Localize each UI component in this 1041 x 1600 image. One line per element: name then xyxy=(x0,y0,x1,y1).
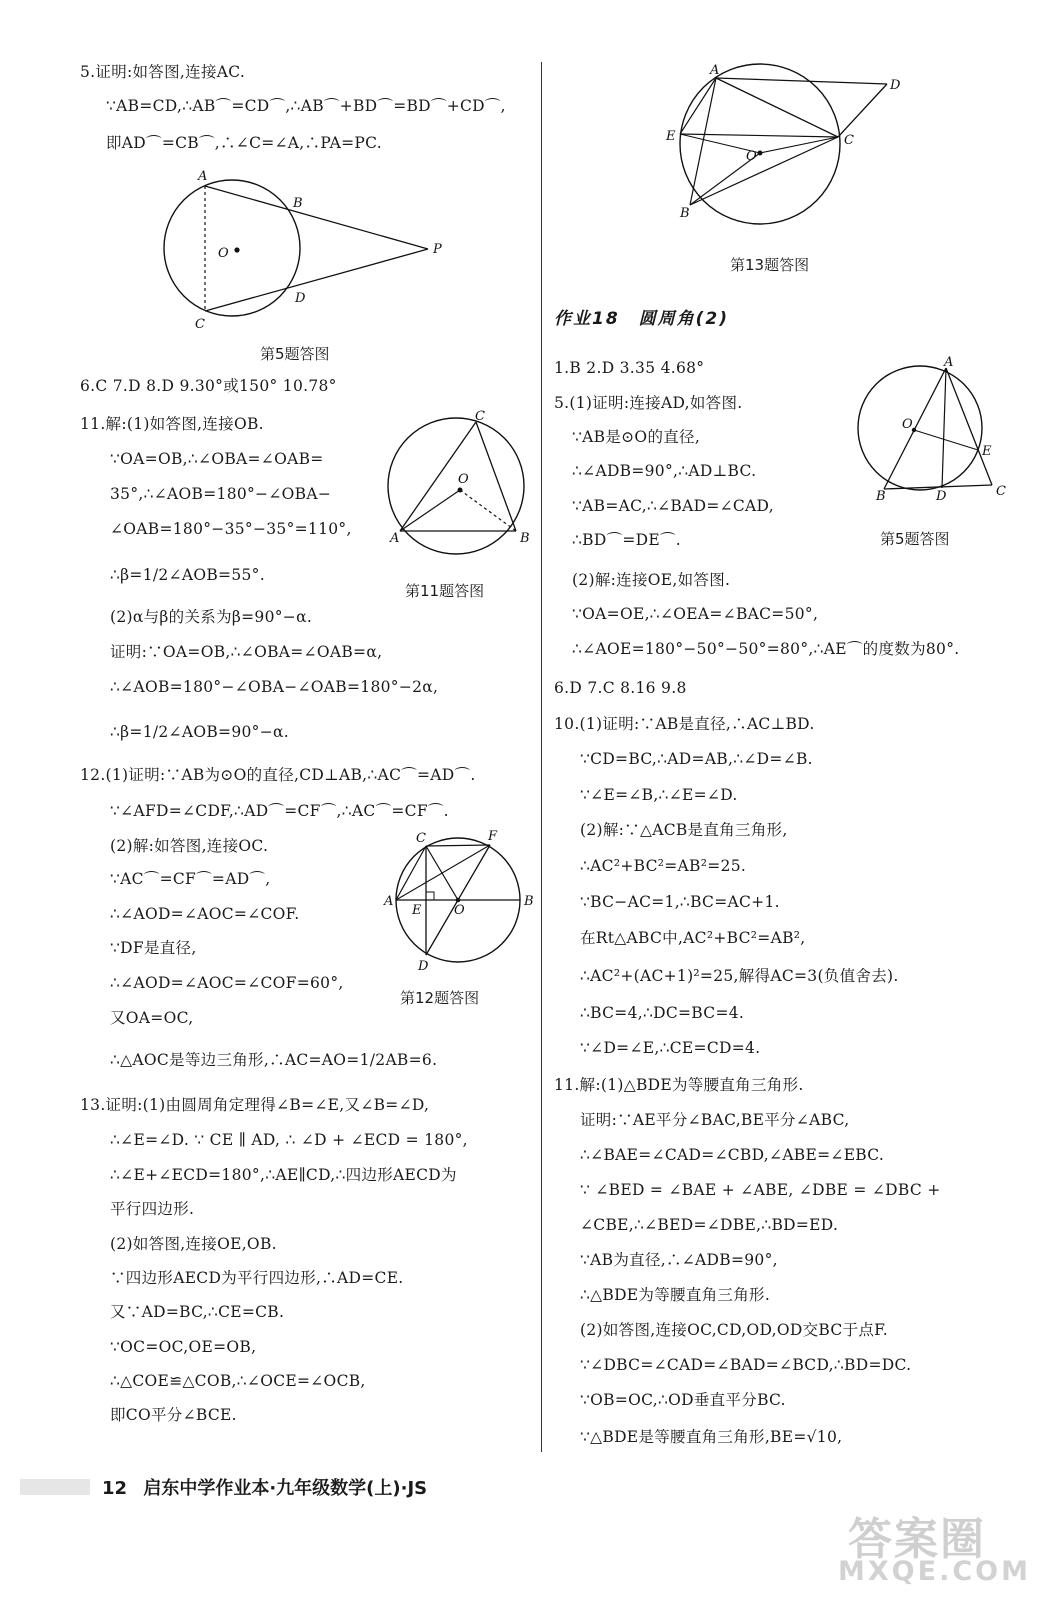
text-line: ∠CBE,∴∠BED=∠DBE,∴BD=ED. xyxy=(580,1216,839,1234)
book-title: 启东中学作业本·九年级数学(上)·JS xyxy=(143,1478,428,1499)
fig13-label-e: E xyxy=(666,129,676,144)
watermark-url: MXQE.COM xyxy=(838,1556,1031,1587)
fig5r-label-c: C xyxy=(996,484,1006,499)
text-line: ∴β=1/2∠AOB=55°. xyxy=(110,566,265,584)
text-line: ∴△COE≌△COB,∴∠OCE=∠OCB, xyxy=(110,1372,366,1390)
text-line: ∴AC²+(AC+1)²=25,解得AC=3(负值舍去). xyxy=(580,967,899,985)
figure-caption: 第12题答图 xyxy=(400,989,480,1007)
fig13-label-a: A xyxy=(710,63,720,78)
text-line: ∵∠AFD=∠CDF,∴AD⌒=CF⌒,∴AC⌒=CF⌒. xyxy=(110,802,449,820)
text-line: (2)α与β的关系为β=90°−α. xyxy=(110,608,313,626)
text-line: 证明:∵OA=OB,∴∠OBA=∠OAB=α, xyxy=(110,643,383,661)
figure-caption: 第5题答图 xyxy=(260,345,330,363)
figure-11 xyxy=(380,410,540,560)
text-line: 11.解:(1)△BDE为等腰直角三角形. xyxy=(554,1076,804,1094)
text-line: ∵AB=AC,∴∠BAD=∠CAD, xyxy=(572,497,774,515)
text-line: 在Rt△ABC中,AC²+BC²=AB², xyxy=(580,929,806,947)
fig11-label-o: O xyxy=(458,472,469,487)
text-line: 10.(1)证明:∵AB是直径,∴AC⊥BD. xyxy=(554,715,815,733)
text-line: (2)解:如答图,连接OC. xyxy=(110,837,269,855)
text-line: ∴∠ADB=90°,∴AD⊥BC. xyxy=(572,462,757,480)
text-line: ∵OA=OE,∴∠OEA=∠BAC=50°, xyxy=(572,605,819,623)
text-line: 即CO平分∠BCE. xyxy=(110,1406,237,1424)
text-line: 又∵AD=BC,∴CE=CB. xyxy=(110,1303,285,1321)
fig12-label-f: F xyxy=(488,829,498,844)
text-line: ∵OB=OC,∴OD垂直平分BC. xyxy=(580,1391,786,1409)
text-line: ∴∠AOD=∠AOC=∠COF=60°, xyxy=(110,974,344,992)
fig11-label-a: A xyxy=(390,531,400,546)
text-line: ∵DF是直径, xyxy=(110,939,197,957)
text-line: 13.证明:(1)由圆周角定理得∠B=∠E,又∠B=∠D, xyxy=(80,1096,430,1114)
text-line: 1.B 2.D 3.35 4.68° xyxy=(554,359,705,377)
text-line: 平行四边形. xyxy=(110,1200,195,1218)
text-line: ∵OA=OB,∴∠OBA=∠OAB= xyxy=(110,450,324,468)
text-line: ∴△AOC是等边三角形,∴AC=AO=1/2AB=6. xyxy=(110,1051,438,1069)
watermark-logo: 答案圈 xyxy=(848,1514,986,1565)
fig5-label-b: B xyxy=(293,196,303,211)
figure-5-right xyxy=(850,355,1020,504)
text-line: ∵ ∠BED = ∠BAE + ∠ABE, ∠DBE = ∠DBC + xyxy=(580,1181,941,1199)
fig5-label-o: O xyxy=(218,246,229,261)
figure-caption: 第13题答图 xyxy=(730,256,810,274)
text-line: ∴∠E=∠D. ∵ CE ∥ AD, ∴ ∠D + ∠ECD = 180°, xyxy=(110,1131,468,1149)
footer-decoration xyxy=(20,1479,90,1495)
text-line: ∵AB为直径,∴∠ADB=90°, xyxy=(580,1251,778,1269)
figure-caption: 第11题答图 xyxy=(405,582,485,600)
text-line: (2)如答图,连接OC,CD,OD,OD交BC于点F. xyxy=(580,1321,889,1339)
text-line: ∴∠AOD=∠AOC=∠COF. xyxy=(110,905,300,923)
fig13-label-b: B xyxy=(680,206,690,221)
fig12-label-c: C xyxy=(416,831,426,846)
text-line: 证明:∵AE平分∠BAC,BE平分∠ABC, xyxy=(580,1111,850,1129)
text-line: ∠OAB=180°−35°−35°=110°, xyxy=(110,520,352,538)
text-line: 11.解:(1)如答图,连接OB. xyxy=(80,415,264,433)
text-line: ∴∠E+∠ECD=180°,∴AE∥CD,∴四边形AECD为 xyxy=(110,1166,457,1184)
figure-12 xyxy=(378,830,538,980)
text-line: 6.D 7.C 8.16 9.8 xyxy=(554,679,687,697)
text-line: (2)解:∵△ACB是直角三角形, xyxy=(580,821,788,839)
fig5-label-c: C xyxy=(195,317,205,332)
page-footer xyxy=(102,1474,427,1500)
fig5-label-p: P xyxy=(433,242,442,257)
text-line: 35°,∴∠AOB=180°−∠OBA− xyxy=(110,485,332,503)
text-line: ∵∠DBC=∠CAD=∠BAD=∠BCD,∴BD=DC. xyxy=(580,1356,912,1374)
fig13-label-d: D xyxy=(890,78,901,93)
text-line: ∵AC⌒=CF⌒=AD⌒, xyxy=(110,870,271,888)
text-line: ∵AB是⊙O的直径, xyxy=(572,428,701,446)
text-line: 6.C 7.D 8.D 9.30°或150° 10.78° xyxy=(80,377,337,395)
fig13-label-c: C xyxy=(844,133,854,148)
left-column xyxy=(0,0,540,1475)
text-line: ∴β=1/2∠AOB=90°−α. xyxy=(110,723,289,741)
text-line: 即AD⌒=CB⌒,∴∠C=∠A,∴PA=PC. xyxy=(106,134,382,152)
section-title: 作业18 圆周角(2) xyxy=(554,309,730,329)
fig5-label-a: A xyxy=(198,169,208,184)
text-line: ∵CD=BC,∴AD=AB,∴∠D=∠B. xyxy=(580,750,813,768)
right-column xyxy=(540,0,1041,1475)
text-line: ∴∠AOB=180°−∠OBA−∠OAB=180°−2α, xyxy=(110,678,439,696)
fig5r-label-a: A xyxy=(944,355,954,370)
fig5-label-d: D xyxy=(295,291,306,306)
text-line: ∴△BDE为等腰直角三角形. xyxy=(580,1286,771,1304)
text-line: ∵∠E=∠B,∴∠E=∠D. xyxy=(580,786,738,804)
text-line: ∴BD⌒=DE⌒. xyxy=(572,531,682,549)
fig12-label-b: B xyxy=(524,894,534,909)
fig12-label-e: E xyxy=(412,903,422,918)
text-line: ∴∠AOE=180°−50°−50°=80°,∴AE⌒的度数为80°. xyxy=(572,640,960,658)
fig11-label-b: B xyxy=(520,531,530,546)
text-line: 5.(1)证明:连接AD,如答图. xyxy=(554,394,743,412)
text-line: ∵OC=OC,OE=OB, xyxy=(110,1338,257,1356)
fig5r-label-e: E xyxy=(982,444,992,459)
text-line: 12.(1)证明:∵AB为⊙O的直径,CD⊥AB,∴AC⌒=AD⌒. xyxy=(80,766,476,784)
fig5r-label-d: D xyxy=(936,489,947,504)
text-line: ∵AB=CD,∴AB⌒=CD⌒,∴AB⌒+BD⌒=BD⌒+CD⌒, xyxy=(106,97,506,115)
text-line: (2)如答图,连接OE,OB. xyxy=(110,1235,277,1253)
text-line: 5.证明:如答图,连接AC. xyxy=(80,63,246,81)
text-line: 又OA=OC, xyxy=(110,1009,194,1027)
fig12-label-a: A xyxy=(384,894,394,909)
fig11-label-c: C xyxy=(475,409,485,424)
text-line: (2)解:连接OE,如答图. xyxy=(572,571,731,589)
text-line: ∴BC=4,∴DC=BC=4. xyxy=(580,1004,745,1022)
text-line: ∴∠BAE=∠CAD=∠CBD,∠ABE=∠EBC. xyxy=(580,1146,885,1164)
fig13-label-o: O xyxy=(746,149,757,164)
text-line: ∵BC−AC=1,∴BC=AC+1. xyxy=(580,893,780,911)
text-line: ∵四边形AECD为平行四边形,∴AD=CE. xyxy=(110,1269,404,1287)
figure-caption: 第5题答图 xyxy=(880,530,950,548)
figure-5 xyxy=(160,165,460,335)
fig5r-label-b: B xyxy=(876,489,886,504)
text-line: ∵∠D=∠E,∴CE=CD=4. xyxy=(580,1039,761,1057)
fig12-label-o: O xyxy=(454,903,465,918)
figure-13 xyxy=(660,62,900,242)
text-line: ∴AC²+BC²=AB²=25. xyxy=(580,857,747,875)
text-line: ∵△BDE是等腰直角三角形,BE=√10, xyxy=(580,1428,843,1446)
page-number: 12 xyxy=(102,1478,128,1499)
fig5r-label-o: O xyxy=(902,417,913,432)
fig12-label-d: D xyxy=(418,959,429,974)
